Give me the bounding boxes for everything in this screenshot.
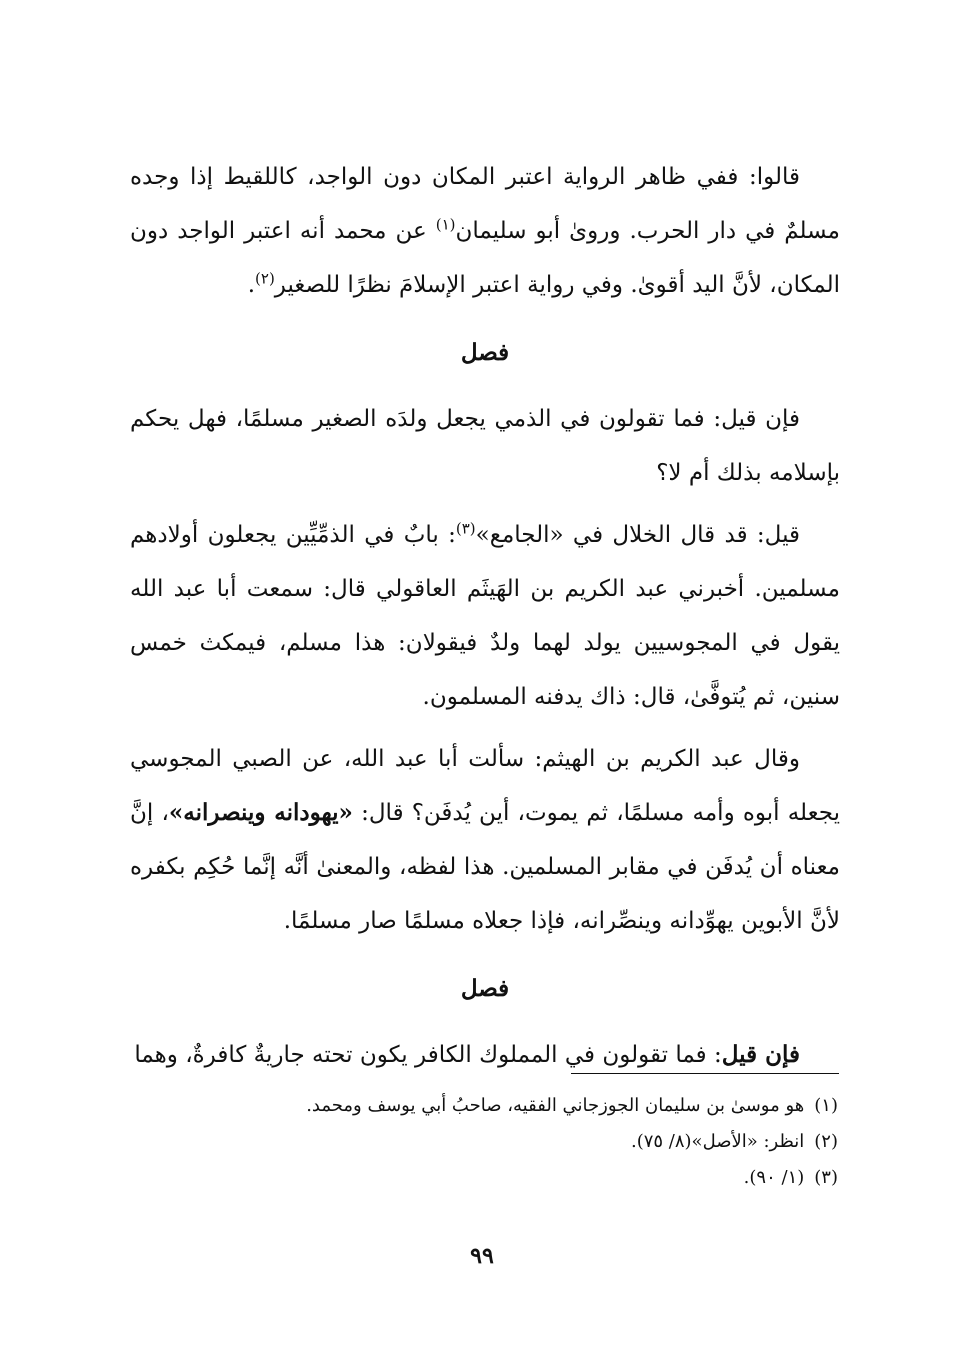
footnotes: [130, 1088, 838, 1196]
section-heading-1: فصل: [460, 339, 510, 366]
paragraph-1: [130, 150, 840, 312]
footnote-1: [130, 1088, 838, 1124]
page-number: ٩٩: [470, 1243, 494, 1269]
footnote-3-number: (٣): [814, 1167, 838, 1188]
footnote-2-text: انظر: «الأصل»(٨/ ٧٥).: [630, 1131, 805, 1152]
paragraph-1-text-b: عن محمد أنه اعتبر الواجد دون المكان، لأنَّ اليد أقوىٰ. وفي رواية اعتبر الإسلامَ نظرًا للصغير: [130, 218, 840, 298]
main-text-block: [130, 150, 840, 1082]
paragraph-3-text-a: قيل: قد قال الخلال في «الجامع»: [475, 522, 800, 548]
footnote-divider: [571, 1073, 839, 1074]
footnote-3: [130, 1160, 838, 1196]
paragraph-3: [130, 508, 840, 724]
section-heading-2: فصل: [460, 975, 510, 1002]
footnote-ref-2: (٢): [255, 269, 275, 288]
paragraph-3-text-b: : بابٌ في الذمِّيِّين يجعلون أولادهم مسلمين. أخبرني عبد الكريم بن الهَيثَم العاقولي قال: سمعت أبا عبد الله يقول في المجوسيين يولد لهما ولدٌ فيقولان: هذا مسلم، فيمكث خمس سنين، ثم يُتوفَّىٰ، قال: ذاك يدفنه المسلمون.: [130, 522, 840, 710]
paragraph-1-text-c: .: [247, 272, 256, 298]
paragraph-1-text-a: قالوا: ففي ظاهر الرواية اعتبر المكان دون الواجد، كاللقيط إذا وجده مسلمٌ في دار الحرب. وروىٰ أبو سليمان: [130, 164, 840, 244]
footnote-1-number: (١): [814, 1095, 838, 1116]
footnote-2-number: (٢): [814, 1131, 838, 1152]
footnote-2: [130, 1124, 838, 1160]
footnote-3-text: (١/ ٩٠).: [743, 1167, 805, 1188]
footnote-1-text: هو موسىٰ بن سليمان الجوزجاني الفقيه، صاحبُ أبي يوسف ومحمد.: [306, 1095, 805, 1116]
paragraph-4: [130, 732, 840, 948]
paragraph-5-lead: فإن قيل: [721, 1041, 800, 1068]
paragraph-2-text: فإن قيل: فما تقولون في الذمي يجعل ولدَه الصغير مسلمًا، فهل يحكم بإسلامه بذلك أم لا؟: [130, 406, 840, 486]
paragraph-4-text-b: ، إنَّ معناه أن يُدفَن في مقابر المسلمين. هذا لفظه، والمعنىٰ أنَّه إنَّما حُكِم بكفره لأنَّ الأبوين يهوِّدانه وينصِّرانه، فإذا جعلاه مسلمًا صار مسلمًا.: [130, 800, 840, 934]
footnote-ref-3: (٣): [455, 519, 476, 538]
paragraph-5-text: : فما تقولون في المملوك الكافر يكون تحته جاريةٌ كافرةٌ، وهما: [134, 1042, 722, 1068]
paragraph-4-text-a: وقال عبد الكريم بن الهيثم: سألت أبا عبد الله، عن الصبي المجوسي يجعله أبوه وأمه مسلمًا، ثم يموت، أين يُدفَن؟ قال:: [130, 746, 841, 826]
paragraph-2: [130, 392, 840, 500]
footnote-ref-1: (١): [435, 215, 456, 234]
paragraph-4-quote: «يهودانه وينصرانه»: [168, 799, 353, 826]
